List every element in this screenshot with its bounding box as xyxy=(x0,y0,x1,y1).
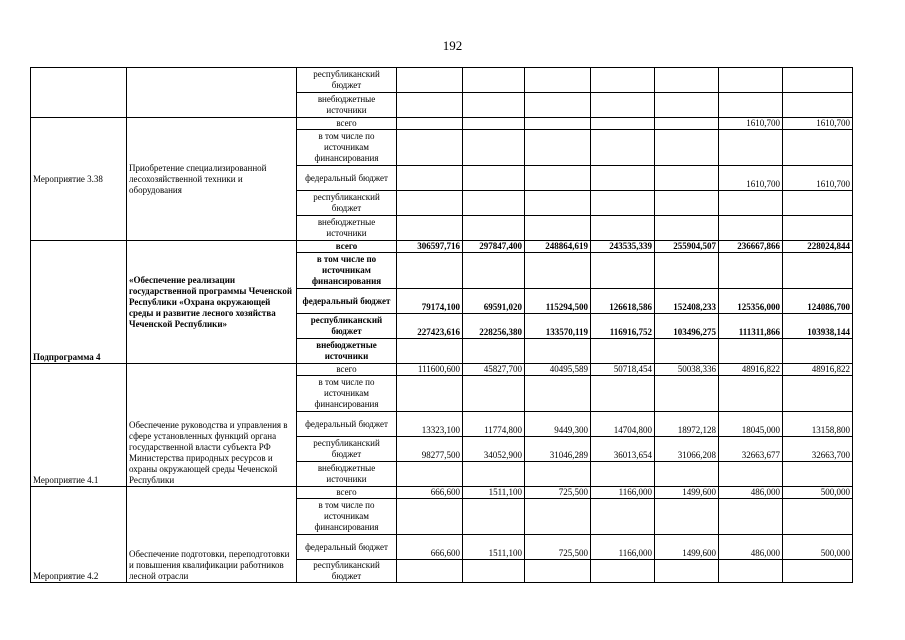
measure-code: Мероприятие 4.1 xyxy=(31,364,127,487)
page-number: 192 xyxy=(442,38,463,53)
table-row: федеральный бюджет 1610,700 1610,700 xyxy=(31,166,853,191)
measure-name: Приобретение специализированной лесохозяйственной техники и оборудования xyxy=(127,118,297,241)
source-label: всего xyxy=(297,118,397,130)
table-row: Мероприятие 4.1 Обеспечение руководства и управления в сфере установленных функций органа государственной власти субъекта РФ Министерства природных ресурсов и охраны окружающей среды Чеченской Республики всего 111600,600 45827,700 40495,589 50718,454 50038,336 48916,822 48916,822 xyxy=(31,364,853,376)
table-row: федеральный бюджет 79174,100 69591,020 115294,500 126618,586 152408,233 125356,000 124086,700 xyxy=(31,289,853,314)
measure-code: Мероприятие 3.38 xyxy=(31,118,127,241)
subprogram-name: «Обеспечение реализации государственной программы Чеченской Республики «Охрана окружающей среды и развитие лесного хозяйства Чеченской Республики» xyxy=(127,241,297,364)
source-label: внебюджетные источники xyxy=(297,216,397,241)
source-label: внебюджетные источники xyxy=(297,339,397,364)
source-label: всего xyxy=(297,487,397,499)
source-label: в том числе по источникам финансирования xyxy=(297,130,397,166)
source-label: всего xyxy=(297,241,397,253)
source-label: федеральный бюджет xyxy=(297,412,397,437)
source-label: республиканский бюджет xyxy=(297,68,397,93)
source-label: всего xyxy=(297,364,397,376)
source-label: республиканский бюджет xyxy=(297,314,397,339)
source-label: федеральный бюджет xyxy=(297,535,397,560)
source-label: в том числе по источникам финансирования xyxy=(297,376,397,412)
source-label: федеральный бюджет xyxy=(297,289,397,314)
source-label: федеральный бюджет xyxy=(297,166,397,191)
table-row: федеральный бюджет 666,600 1511,100 725,500 1166,000 1499,600 486,000 500,000 xyxy=(31,535,853,560)
table-row: федеральный бюджет 13323,100 11774,800 9449,300 14704,800 18972,128 18045,000 13158,800 xyxy=(31,412,853,437)
source-label: республиканский бюджет xyxy=(297,191,397,216)
source-label: в том числе по источникам финансирования xyxy=(297,253,397,289)
table-row xyxy=(31,68,853,93)
table-row: Мероприятие 3.38 Приобретение специализированной лесохозяйственной техники и оборудования всего 1610,700 1610,700 xyxy=(31,118,853,130)
budget-table xyxy=(30,67,853,583)
source-label: республиканский бюджет xyxy=(297,437,397,462)
measure-name: Обеспечение руководства и управления в сфере установленных функций органа государственной власти субъекта РФ Министерства природных ресурсов и охраны окружающей среды Чеченской Республики xyxy=(127,364,297,487)
source-label: республиканский бюджет xyxy=(297,560,397,583)
source-label: внебюджетные источники xyxy=(297,462,397,487)
measure-name: Обеспечение подготовки, переподготовки и повышения квалификации работников лесной отрасли xyxy=(127,487,297,583)
source-label: внебюджетные источники xyxy=(297,93,397,118)
table-row: Мероприятие 4.2 Обеспечение подготовки, переподготовки и повышения квалификации работников лесной отрасли всего 666,600 1511,100 725,500 1166,000 1499,600 486,000 500,000 xyxy=(31,487,853,499)
table-row: Подпрограмма 4 «Обеспечение реализации государственной программы Чеченской Республики «Охрана окружающей среды и развитие лесного хозяйства Чеченской Республики» всего 306597,716 297847,400 248864,619 243535,339 255904,507 236667,866 228024,844 xyxy=(31,241,853,253)
subprogram-code: Подпрограмма 4 xyxy=(31,241,127,364)
source-label: в том числе по источникам финансирования xyxy=(297,499,397,535)
measure-code: Мероприятие 4.2 xyxy=(31,487,127,583)
table-row: республиканский бюджет 98277,500 34052,900 31046,289 36013,654 31066,208 32663,677 32663,700 xyxy=(31,437,853,462)
table-row: республиканский бюджет 227423,616 228256,380 133570,119 116916,752 103496,275 111311,866 103938,144 xyxy=(31,314,853,339)
